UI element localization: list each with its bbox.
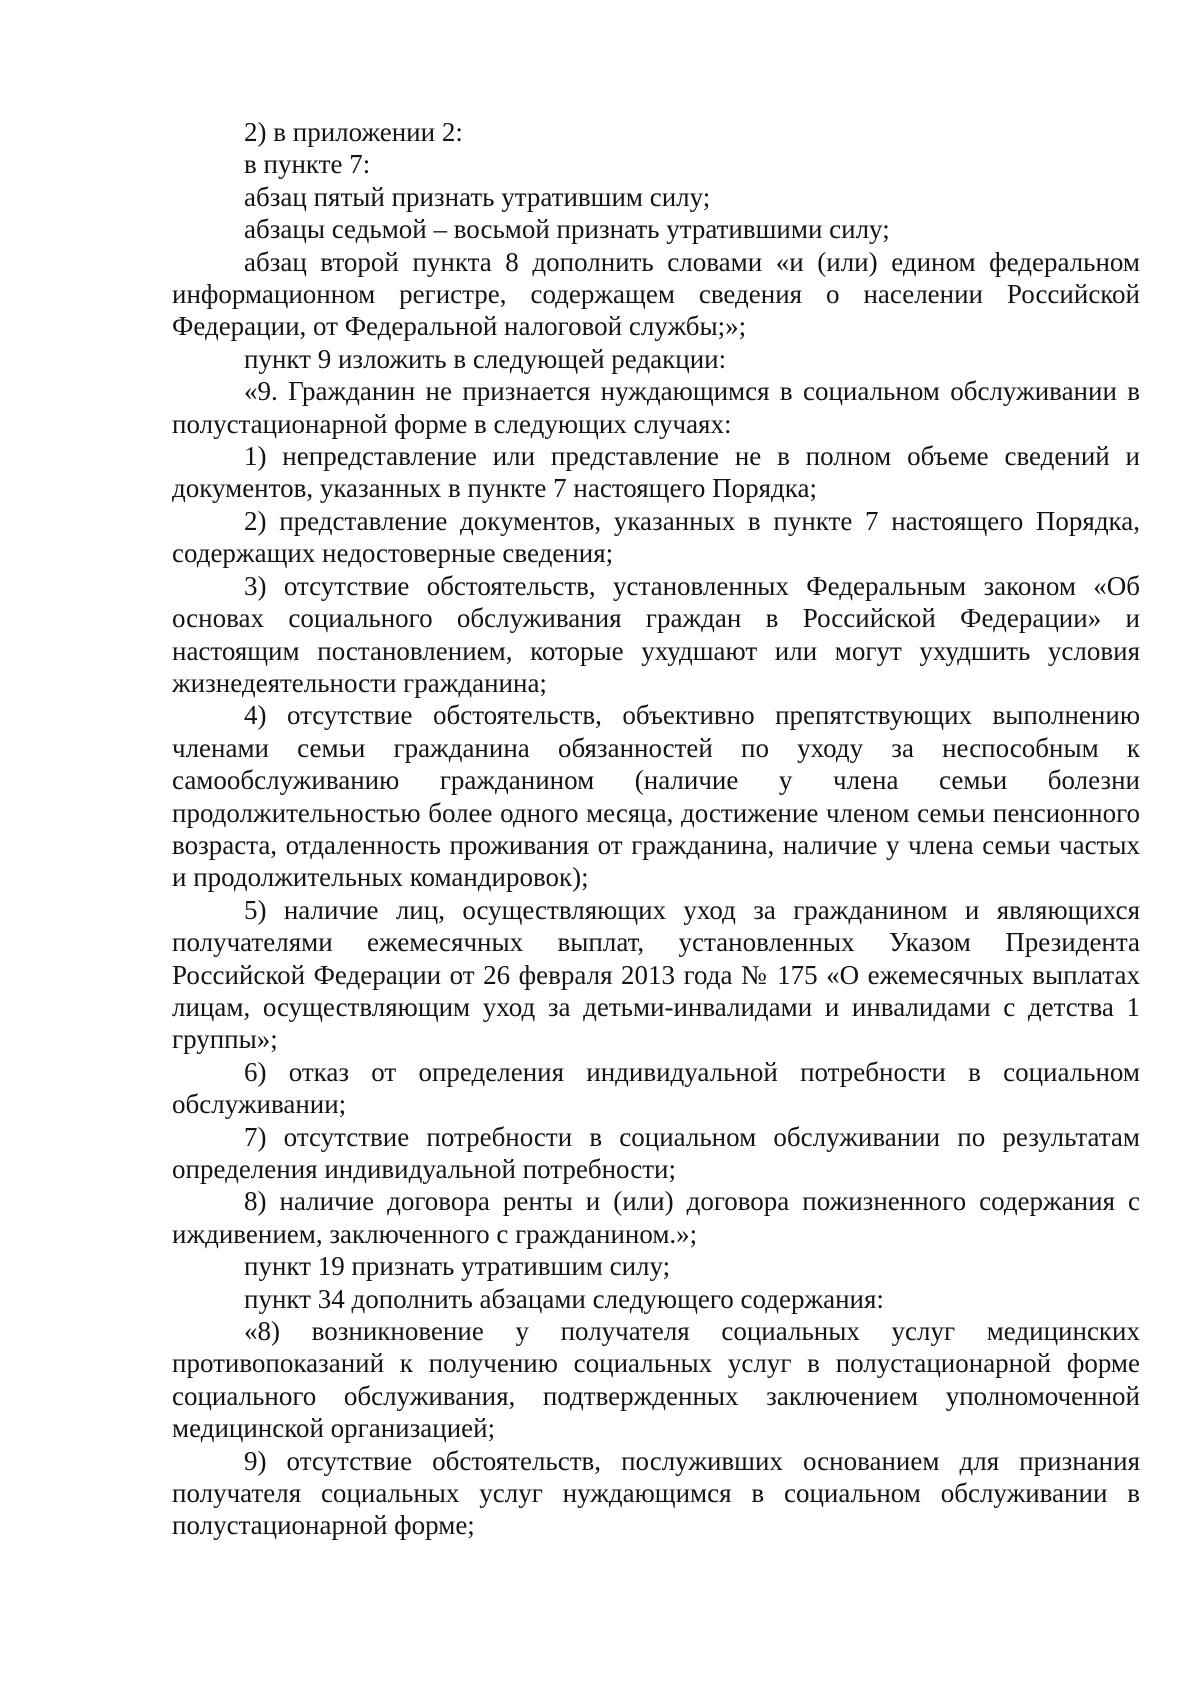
list-item-5: 5) наличие лиц, осуществляющих уход за гражданином и являющихся получателями ежемесячных выплат, установленных Указом Президента Российской Федерации от 26 февраля 2013 года № 175 «О ежемесячных выплатах лицам, осуществляющим уход за детьми-инвалидами и инвалидами с детства 1 группы»; bbox=[172, 894, 1140, 1055]
list-item-4: 4) отсутствие обстоятельств, объективно препятствующих выполнению членами семьи гражданина обязанностей по уходу за неспособным к самообслуживанию гражданином (наличие у члена семьи болезни продолжительностью более одного месяца, достижение членом семьи пенсионного возраста, отдаленность проживания от гражданина, наличие у члена семьи частых и продолжительных командировок); bbox=[172, 700, 1140, 893]
list-item-34-9: 9) отсутствие обстоятельств, послуживших основанием для признания получателя социальных услуг нуждающимся в социальном обслуживании в полустационарной форме; bbox=[172, 1445, 1140, 1541]
paragraph-item-19: пункт 19 признать утратившим силу; bbox=[244, 1251, 671, 1282]
paragraph-abzacy-7-8: абзацы седьмой – восьмой признать утратившими силу; bbox=[244, 214, 890, 245]
list-item-6: 6) отказ от определения индивидуальной потребности в социальном обслуживании; bbox=[172, 1056, 1140, 1120]
paragraph-abzac-5: абзац пятый признать утратившим силу; bbox=[244, 181, 711, 212]
paragraph-item-9-intro: пункт 9 изложить в следующей редакции: bbox=[244, 343, 727, 374]
paragraph-item-9-text: «9. Гражданин не признается нуждающимся в социальном обслуживании в полустационарной форме в следующих случаях: bbox=[172, 376, 1140, 439]
list-item-3: 3) отсутствие обстоятельств, установленных Федеральным законом «Об основах социального обслуживания граждан в Российской Федерации» и настоящим постановлением, которые ухудшают или могут ухудшить условия жизнедеятельности гражданина; bbox=[172, 570, 1140, 698]
document-body bbox=[172, 116, 1140, 1542]
list-item-7: 7) отсутствие потребности в социальном обслуживании по результатам определения индивидуальной потребности; bbox=[172, 1121, 1140, 1184]
list-item-34-8: «8) возникновение у получателя социальных услуг медицинских противопоказаний к получению социальных услуг в полустационарной форме социального обслуживания, подтвержденных заключением уполномоченной медицинской организацией; bbox=[172, 1316, 1140, 1444]
paragraph-item-34-intro: пункт 34 дополнить абзацами следующего содержания: bbox=[244, 1283, 884, 1314]
list-item-8: 8) наличие договора ренты и (или) договора пожизненного содержания с иждивением, заключенного с гражданином.»; bbox=[172, 1186, 1140, 1249]
list-item-1: 1) непредставление или представление не в полном объеме сведений и документов, указанных в пункте 7 настоящего Порядка; bbox=[172, 441, 1140, 504]
paragraph-item-8: абзац второй пункта 8 дополнить словами «и (или) едином федеральном информационном регистре, содержащем сведения о населении Российской Федерации, от Федеральной налоговой службы;»; bbox=[172, 246, 1140, 342]
list-item-2: 2) представление документов, указанных в пункте 7 настоящего Порядка, содержащих недостоверные сведения; bbox=[172, 505, 1140, 569]
paragraph-appendix-2: 2) в приложении 2: bbox=[244, 117, 463, 147]
paragraph-item-7: в пункте 7: bbox=[244, 149, 371, 180]
